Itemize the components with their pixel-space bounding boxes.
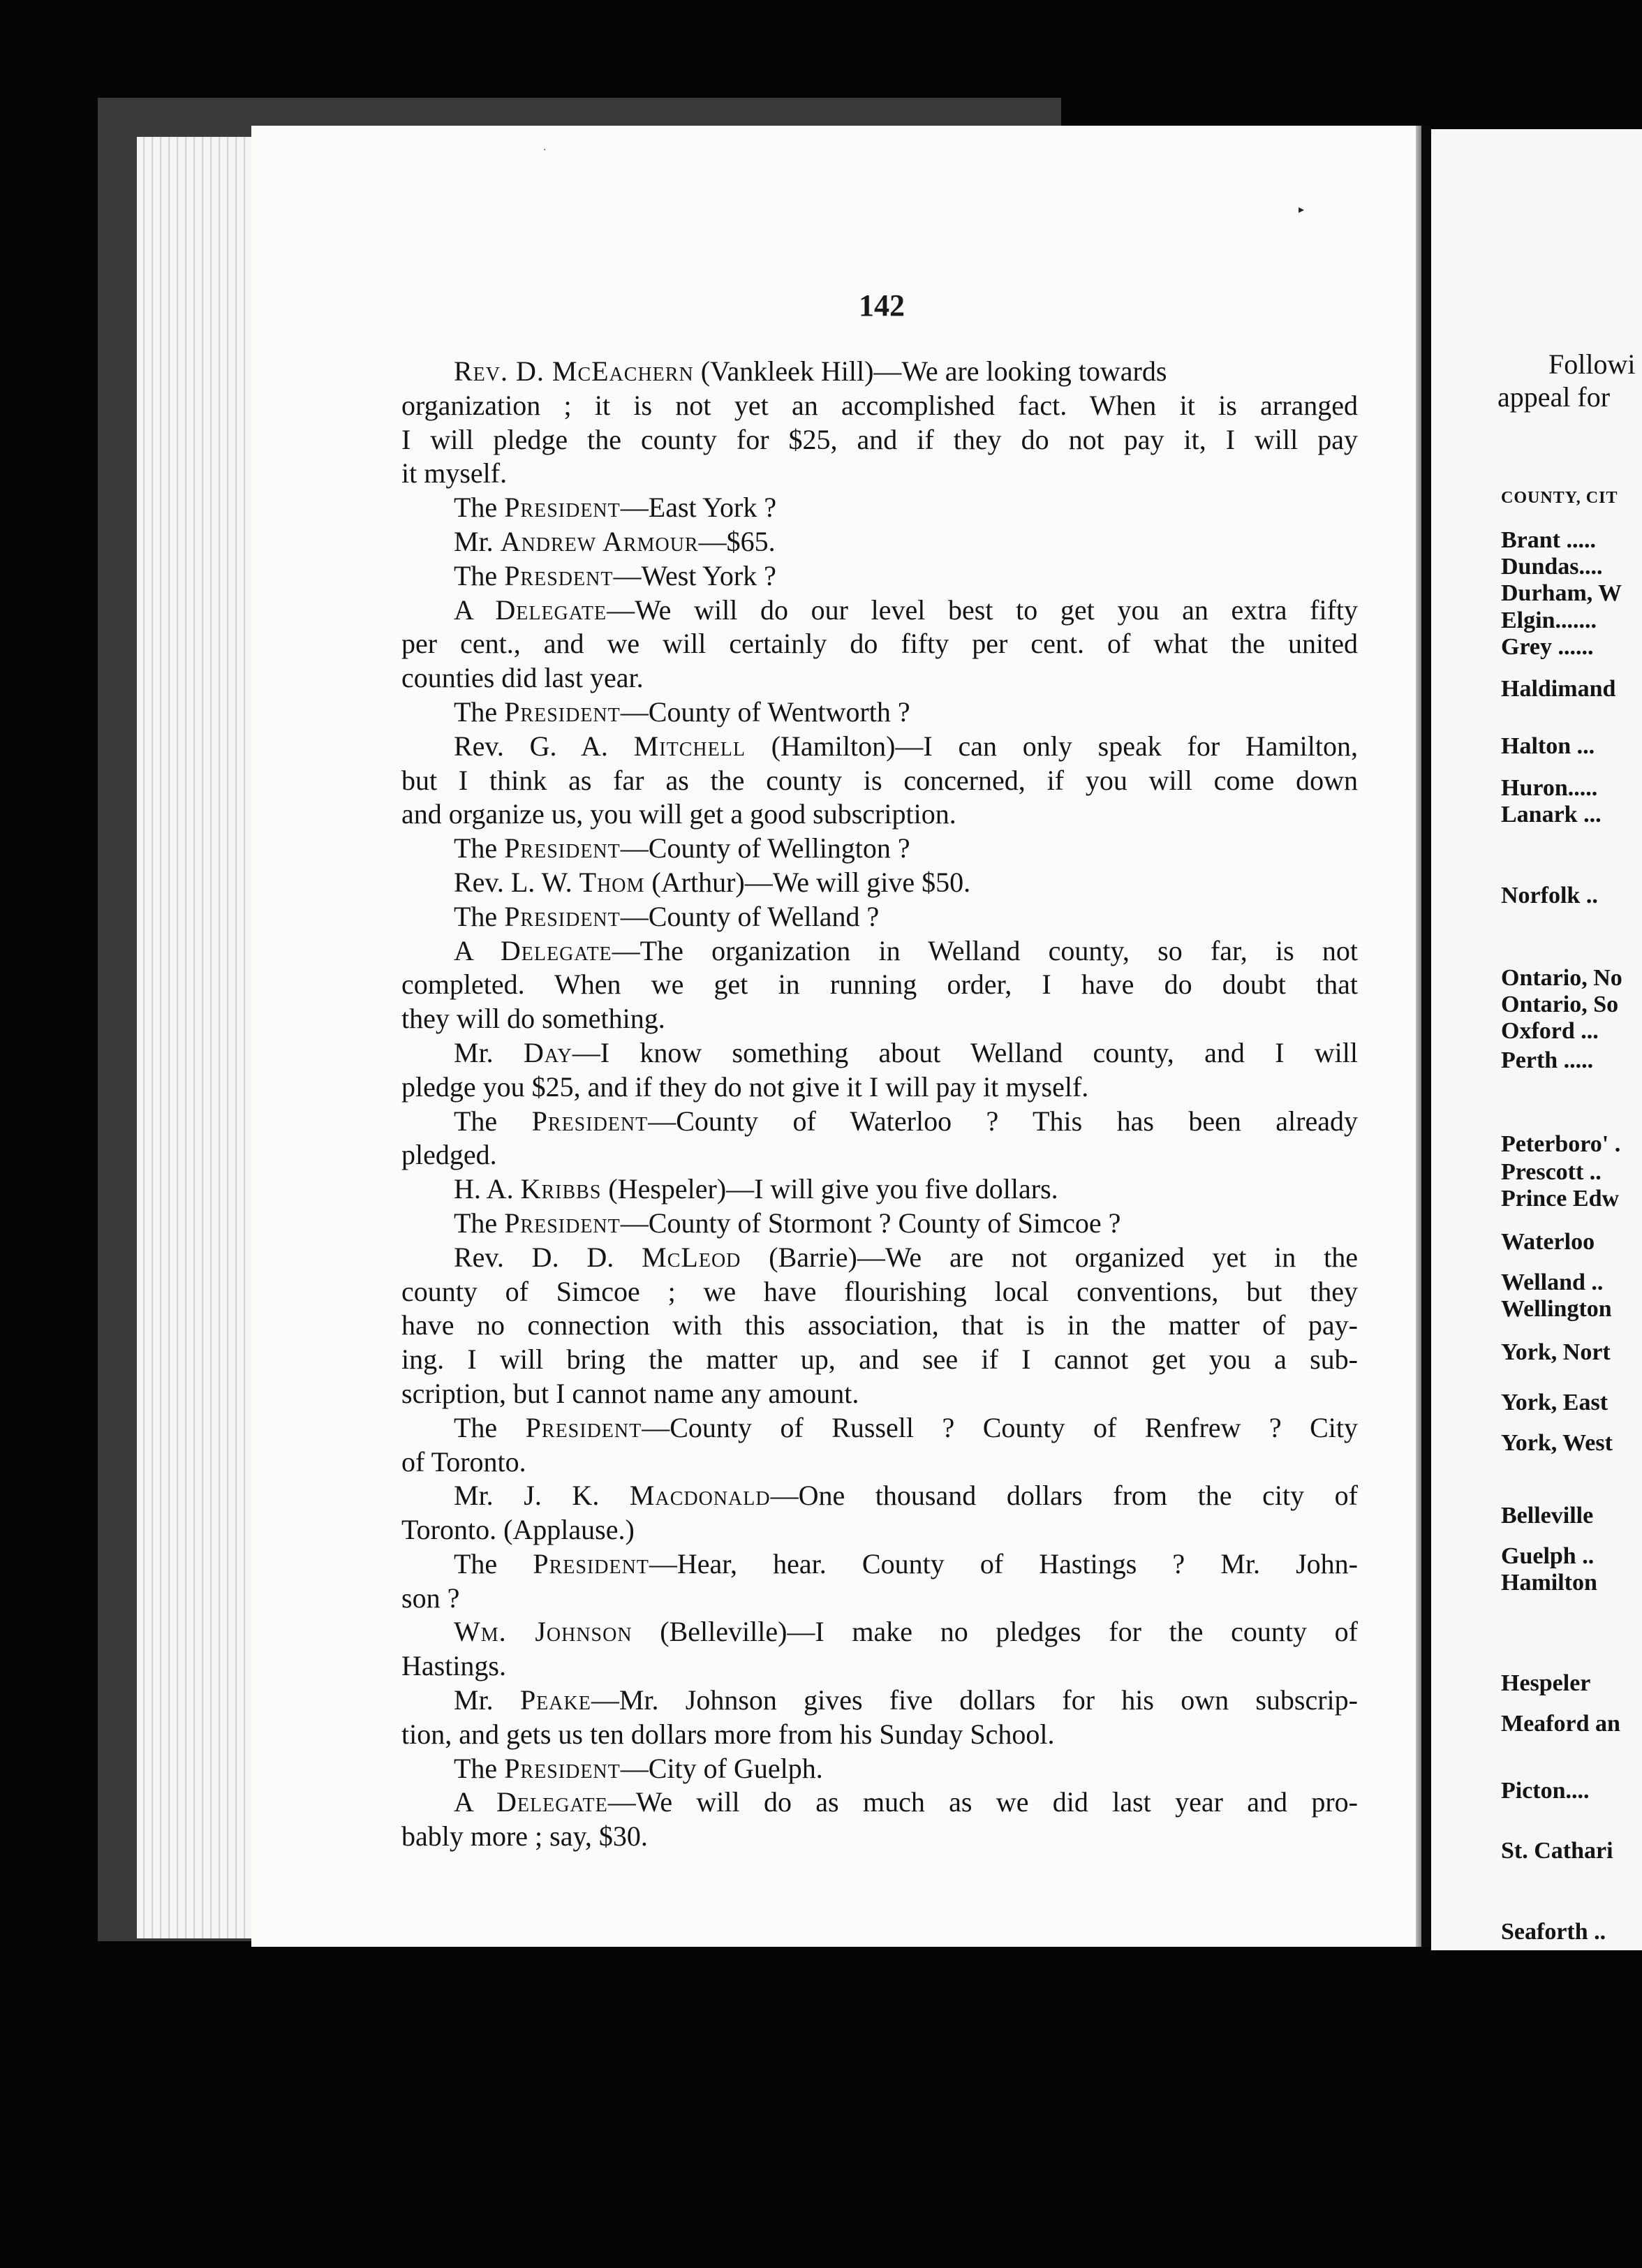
text-line [401,423,1358,457]
right-page-line: Wellington [1501,1296,1612,1322]
line-text: Toronto. (Applause.) [401,1514,635,1546]
text-line [401,1002,1358,1036]
line-text: completed. When we get in running order, I have do doubt that [401,969,1358,1001]
text-line [401,1445,1358,1480]
line-text: H. A. [454,1173,521,1205]
text-line [401,1615,1358,1649]
text-line [401,1684,1358,1718]
line-text: organization ; it is not yet an accomplished fact. When it is arranged [401,389,1358,421]
line-text: The [454,492,505,524]
line-text: bably more ; say, $30. [401,1820,648,1853]
right-page-line: Belleville [1501,1503,1594,1529]
speaker-name: President [533,1547,649,1580]
book-gutter [1421,126,1431,1947]
text-line [401,1241,1358,1275]
line-text: Mr. [454,1036,524,1068]
line-text: —County of Russell ? County of Renfrew ? City [642,1411,1358,1443]
right-page-line: Peterboro' . [1501,1131,1621,1157]
text-line [401,1070,1358,1105]
speaker-name: Rev. D. McEachern [454,355,694,387]
line-text: —One thousand dollars from the city of [770,1480,1358,1512]
line-text: they will do something. [401,1003,665,1035]
speaker-name: President [504,832,621,864]
right-page-line: Oxford ... [1501,1018,1599,1044]
line-text: —Mr. Johnson gives five dollars for his own subscrip- [591,1684,1358,1716]
line-text: The [454,695,505,728]
line-text: Rev. D. D. [454,1241,642,1273]
line-text: have no connection with this association, that is in the matter of pay- [401,1309,1358,1341]
line-text: A [454,934,501,966]
text-line [401,900,1358,934]
text-line [401,832,1358,866]
line-text: A [454,1786,497,1818]
text-line [401,1718,1358,1752]
line-text: The [454,1752,505,1784]
text-line [401,1820,1358,1854]
line-text: —County of Welland ? [620,900,880,932]
page-stack-edges [137,137,253,1938]
line-text: Mr. J. K. [454,1480,630,1512]
speaker-name: Macdonald [629,1480,771,1512]
body-text [401,355,1358,1854]
line-text: —County of Stormont ? County of Simcoe ? [620,1207,1121,1239]
text-line [401,1343,1358,1377]
text-line [401,1377,1358,1411]
speaker-name: Thom [579,866,645,898]
line-text: ing. I will bring the matter up, and see if I cannot get you a sub- [401,1343,1358,1376]
speaker-name: Delegate [500,934,612,966]
line-text: (Belleville)—I make no pledges for the county of [632,1616,1358,1648]
text-line [401,1479,1358,1513]
line-text: —County of Wellington ? [620,832,910,864]
right-page-line: Norfolk .. [1501,883,1598,908]
speaker-name: Peake [519,1684,591,1716]
text-line [401,730,1358,764]
line-text: I will pledge the county for $25, and if they do not pay it, I will pay [401,423,1358,455]
text-line [401,1547,1358,1582]
right-page-line: Picton.... [1501,1778,1590,1804]
text-line [401,1582,1358,1616]
text-line [401,594,1358,628]
text-line [401,866,1358,900]
right-page-line: York, Nort [1501,1339,1611,1365]
line-text: —Hear, hear. County of Hastings ? Mr. John- [649,1547,1359,1580]
text-line [401,934,1358,969]
text-line [401,1309,1358,1343]
text-line [401,1105,1358,1139]
line-text: tion, and gets us ten dollars more from his Sunday School. [401,1718,1055,1750]
line-text: (Barrie)—We are not organized yet in the [741,1241,1359,1273]
text-line [401,1207,1358,1241]
line-text: —The organization in Welland county, so far, is not [612,934,1359,966]
line-text: counties did last year. [401,662,644,694]
text-line [401,491,1358,525]
text-line [401,1036,1358,1070]
line-text: scription, but I cannot name any amount. [401,1377,859,1409]
text-line [401,1275,1358,1309]
speaker-name: Andrew Armour [500,525,699,557]
speaker-name: President [504,492,621,524]
line-text: county of Simcoe ; we have flourishing local conventions, but they [401,1275,1358,1307]
right-page-line: Prescott .. [1501,1159,1602,1185]
right-page-line: Ontario, No [1501,965,1622,991]
text-line [401,1752,1358,1786]
right-page-line: appeal for [1497,381,1611,413]
line-text: —West York ? [613,559,776,591]
text-line [401,525,1358,559]
text-line [401,764,1358,798]
speaker-name: President [504,695,621,728]
text-line [401,661,1358,695]
line-text: son ? [401,1582,460,1614]
right-page-line: COUNTY, CIT [1501,489,1618,507]
line-text: (Hamilton)—I can only speak for Hamilton, [745,730,1359,762]
line-text: The [454,1411,526,1443]
right-page-line: Durham, W [1501,580,1622,606]
text-line [401,457,1358,491]
text-line [401,1649,1358,1684]
right-page-line: Elgin....... [1501,608,1597,633]
right-page-line: Followi [1548,348,1636,380]
line-text: —City of Guelph. [620,1752,823,1784]
line-text: The [454,1105,532,1137]
line-text: (Vankleek Hill)—We are looking towards [693,355,1167,387]
right-page-line: Hespeler [1501,1670,1591,1696]
right-page-line: Lanark ... [1501,802,1602,827]
right-page-line: Haldimand [1501,676,1616,702]
line-text: —County of Wentworth ? [620,695,910,728]
text-line [401,1513,1358,1547]
right-page-line: Prince Edw [1501,1186,1620,1212]
line-text: Rev. L. W. [454,866,579,898]
text-line [401,968,1358,1002]
line-text: per cent., and we will certainly do fifty per cent. of what the united [401,628,1358,660]
line-text: it myself. [401,457,508,489]
line-text: Mr. [454,525,501,557]
text-line [401,389,1358,423]
line-text: but I think as far as the county is concerned, if you will come down [401,764,1358,796]
text-line [401,1785,1358,1820]
line-text: —County of Waterloo ? This has been already [648,1105,1358,1137]
text-line [401,1138,1358,1172]
line-text: The [454,900,505,932]
page-number: 142 [859,288,905,323]
line-text: Hastings. [401,1650,506,1682]
speaker-name: Wm. Johnson [454,1616,633,1648]
right-page-line: Huron..... [1501,775,1598,801]
text-line [401,695,1358,730]
line-text: and organize us, you will get a good subscription. [401,798,956,830]
line-text: Rev. G. A. [454,730,634,762]
line-text: Mr. [454,1684,520,1716]
speaker-name: Presdent [504,559,614,591]
speaker-name: Day [523,1036,572,1068]
right-page-line: Hamilton [1501,1570,1597,1596]
right-page-line: Perth ..... [1501,1047,1594,1073]
right-page-line: Ontario, So [1501,992,1619,1017]
right-page-line: Seaforth .. [1501,1919,1606,1945]
text-line [401,627,1358,661]
speaker-name: President [531,1105,649,1137]
right-page-line: Halton ... [1501,733,1595,759]
line-text: The [454,1547,533,1580]
line-text: The [454,1207,505,1239]
speaker-name: Delegate [495,594,607,626]
speaker-name: Kribbs [520,1173,602,1205]
text-line [401,355,1358,389]
line-text: of Toronto. [401,1445,526,1478]
line-text: pledge you $25, and if they do not give it I will pay it myself. [401,1070,1089,1103]
line-text: pledged. [401,1139,497,1171]
speaker-name: President [504,1752,621,1784]
right-page-line: York, East [1501,1390,1608,1415]
right-page-line: St. Cathari [1501,1838,1613,1864]
right-page-line: Guelph .. [1501,1543,1595,1569]
line-text: —East York ? [620,492,777,524]
line-text: —We will do as much as we did last year and pro- [607,1786,1358,1818]
line-text: The [454,559,505,591]
speaker-name: President [525,1411,642,1443]
speck: ▸ [1299,204,1305,216]
speaker-name: Mitchell [633,730,746,762]
text-line [401,1411,1358,1445]
line-text: —I know something about Welland county, and I will [572,1036,1358,1068]
right-page-line: Grey ...... [1501,634,1594,660]
right-page-line: Brant ..... [1501,527,1596,553]
right-page-line: Dundas.... [1501,554,1603,580]
line-text: (Hespeler)—I will give you five dollars. [601,1173,1058,1205]
speaker-name: Delegate [496,1786,608,1818]
right-page-line: Meaford an [1501,1711,1620,1737]
right-page-line: York, West [1501,1430,1613,1456]
right-page-line: Welland .. [1501,1269,1604,1295]
line-text: —$65. [698,525,776,557]
speaker-name: President [504,1207,621,1239]
text-line [401,559,1358,594]
text-line [401,797,1358,832]
line-text: A [454,594,496,626]
speaker-name: President [504,900,621,932]
right-page-line: Waterloo [1501,1229,1595,1255]
line-text: —We will do our level best to get you an extra fifty [607,594,1359,626]
speaker-name: McLeod [642,1241,741,1273]
line-text: (Arthur)—We will give $50. [644,866,971,898]
text-line [401,1172,1358,1207]
line-text: The [454,832,505,864]
speck: · [543,145,547,156]
